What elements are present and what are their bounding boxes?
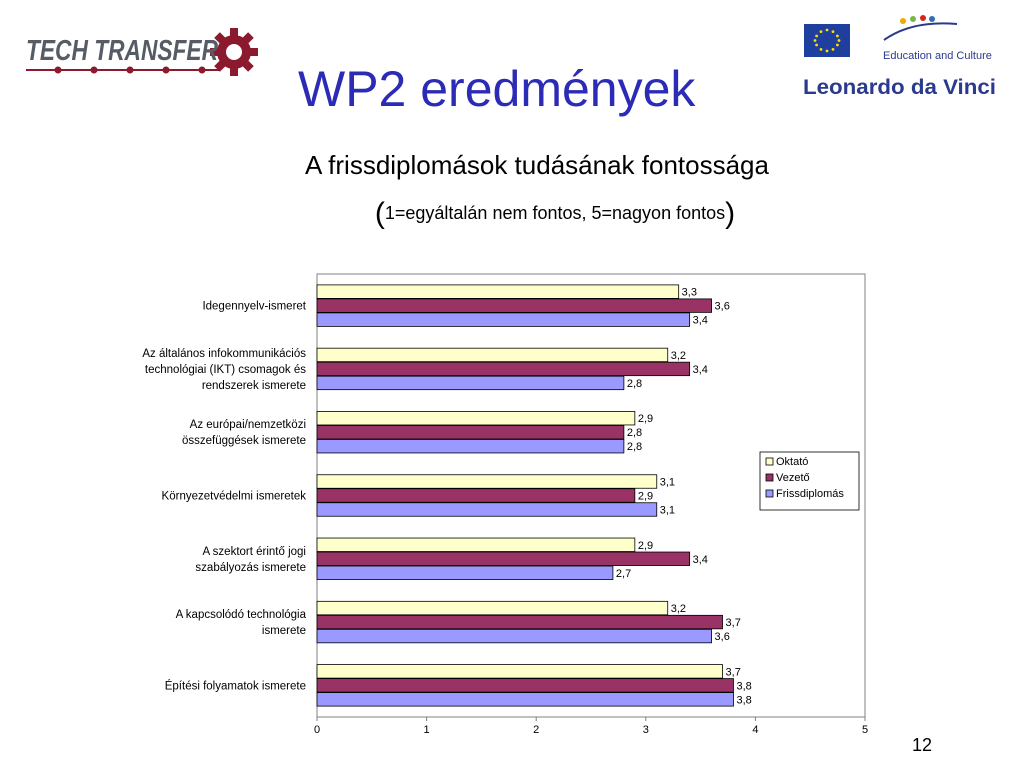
data-label: 3,4 [692,314,708,327]
bar [317,566,613,580]
bar [317,679,733,693]
x-tick-label: 0 [313,724,321,736]
category-label: összefüggések ismerete [181,435,306,448]
data-label: 3,2 [670,603,687,616]
data-label: 2,9 [637,413,654,426]
bar [317,601,668,615]
category-label: A kapcsolódó technológia [175,609,306,622]
data-label: 3,6 [714,631,730,644]
bar [317,362,690,376]
legend-label: Vezető [776,472,810,484]
data-label: 3,7 [725,617,741,630]
category-label: Építési folyamatok ismerete [164,680,306,693]
page-number: 12 [912,735,933,755]
bar [317,411,635,425]
category-label: szabályozás ismerete [195,561,306,574]
x-tick-label: 2 [533,724,540,736]
data-label: 3,1 [659,504,676,517]
legend-swatch [766,490,773,497]
bar [317,629,712,643]
bar [317,475,657,489]
category-label: Az általános infokommunikációs [142,347,306,360]
tech-transfer-logo-text: TECH TRANSFER [26,35,219,67]
bar [317,503,657,517]
data-label: 2,7 [615,567,632,580]
page-title: WP2 eredmények [298,61,696,117]
leonardo-da-vinci-text: Leonardo da Vinci [803,76,996,99]
data-label: 2,8 [626,427,643,440]
bar [317,348,668,362]
bar [317,299,712,313]
data-label: 2,8 [626,441,643,454]
bar [317,285,679,299]
bar [317,489,635,503]
category-label: Idegennyelv-ismeret [202,300,306,313]
category-label: rendszerek ismerete [201,379,306,392]
bar [317,439,624,453]
data-label: 2,9 [637,539,654,552]
data-label: 3,1 [659,476,676,489]
data-label: 2,8 [626,377,643,390]
data-label: 3,8 [736,680,752,693]
bar [317,665,723,679]
subtitle-text: 1=egyáltalán nem fontos, 5=nagyon fontos [384,203,726,223]
data-label: 3,2 [670,349,687,362]
data-label: 3,4 [692,363,708,376]
data-label: 3,4 [692,553,708,566]
category-label: technológiai (IKT) csomagok és [144,363,306,376]
bar [317,538,635,552]
program-name: Education and Culture [883,50,992,62]
bar [317,376,624,390]
legend-label: Frissdiplomás [776,488,844,500]
data-label: 2,9 [637,490,654,503]
data-label: 3,7 [725,666,741,679]
bar [317,693,733,707]
data-label: 3,3 [681,286,697,299]
bar [317,552,690,566]
category-label: Az európai/nemzetközi [189,419,306,432]
data-label: 3,6 [714,300,730,313]
x-tick-label: 5 [861,724,869,736]
bar [317,615,723,629]
category-label: Környezetvédelmi ismeretek [161,490,306,503]
x-tick-label: 3 [642,724,649,736]
data-label: 3,8 [736,694,752,707]
bar [317,313,690,327]
legend-swatch [766,458,773,465]
subtitle-close-paren: ) [725,197,736,230]
category-label: A szektort érintő jogi [202,545,306,558]
category-label: ismerete [261,625,306,638]
bar [317,425,624,439]
legend-swatch [766,474,773,481]
subtitle-open-paren: ( [374,197,385,230]
x-tick-label: 1 [423,724,430,736]
chart-title: A frissdiplomások tudásának fontossága [305,150,769,180]
legend-label: Oktató [776,456,809,468]
x-tick-label: 4 [752,724,759,736]
